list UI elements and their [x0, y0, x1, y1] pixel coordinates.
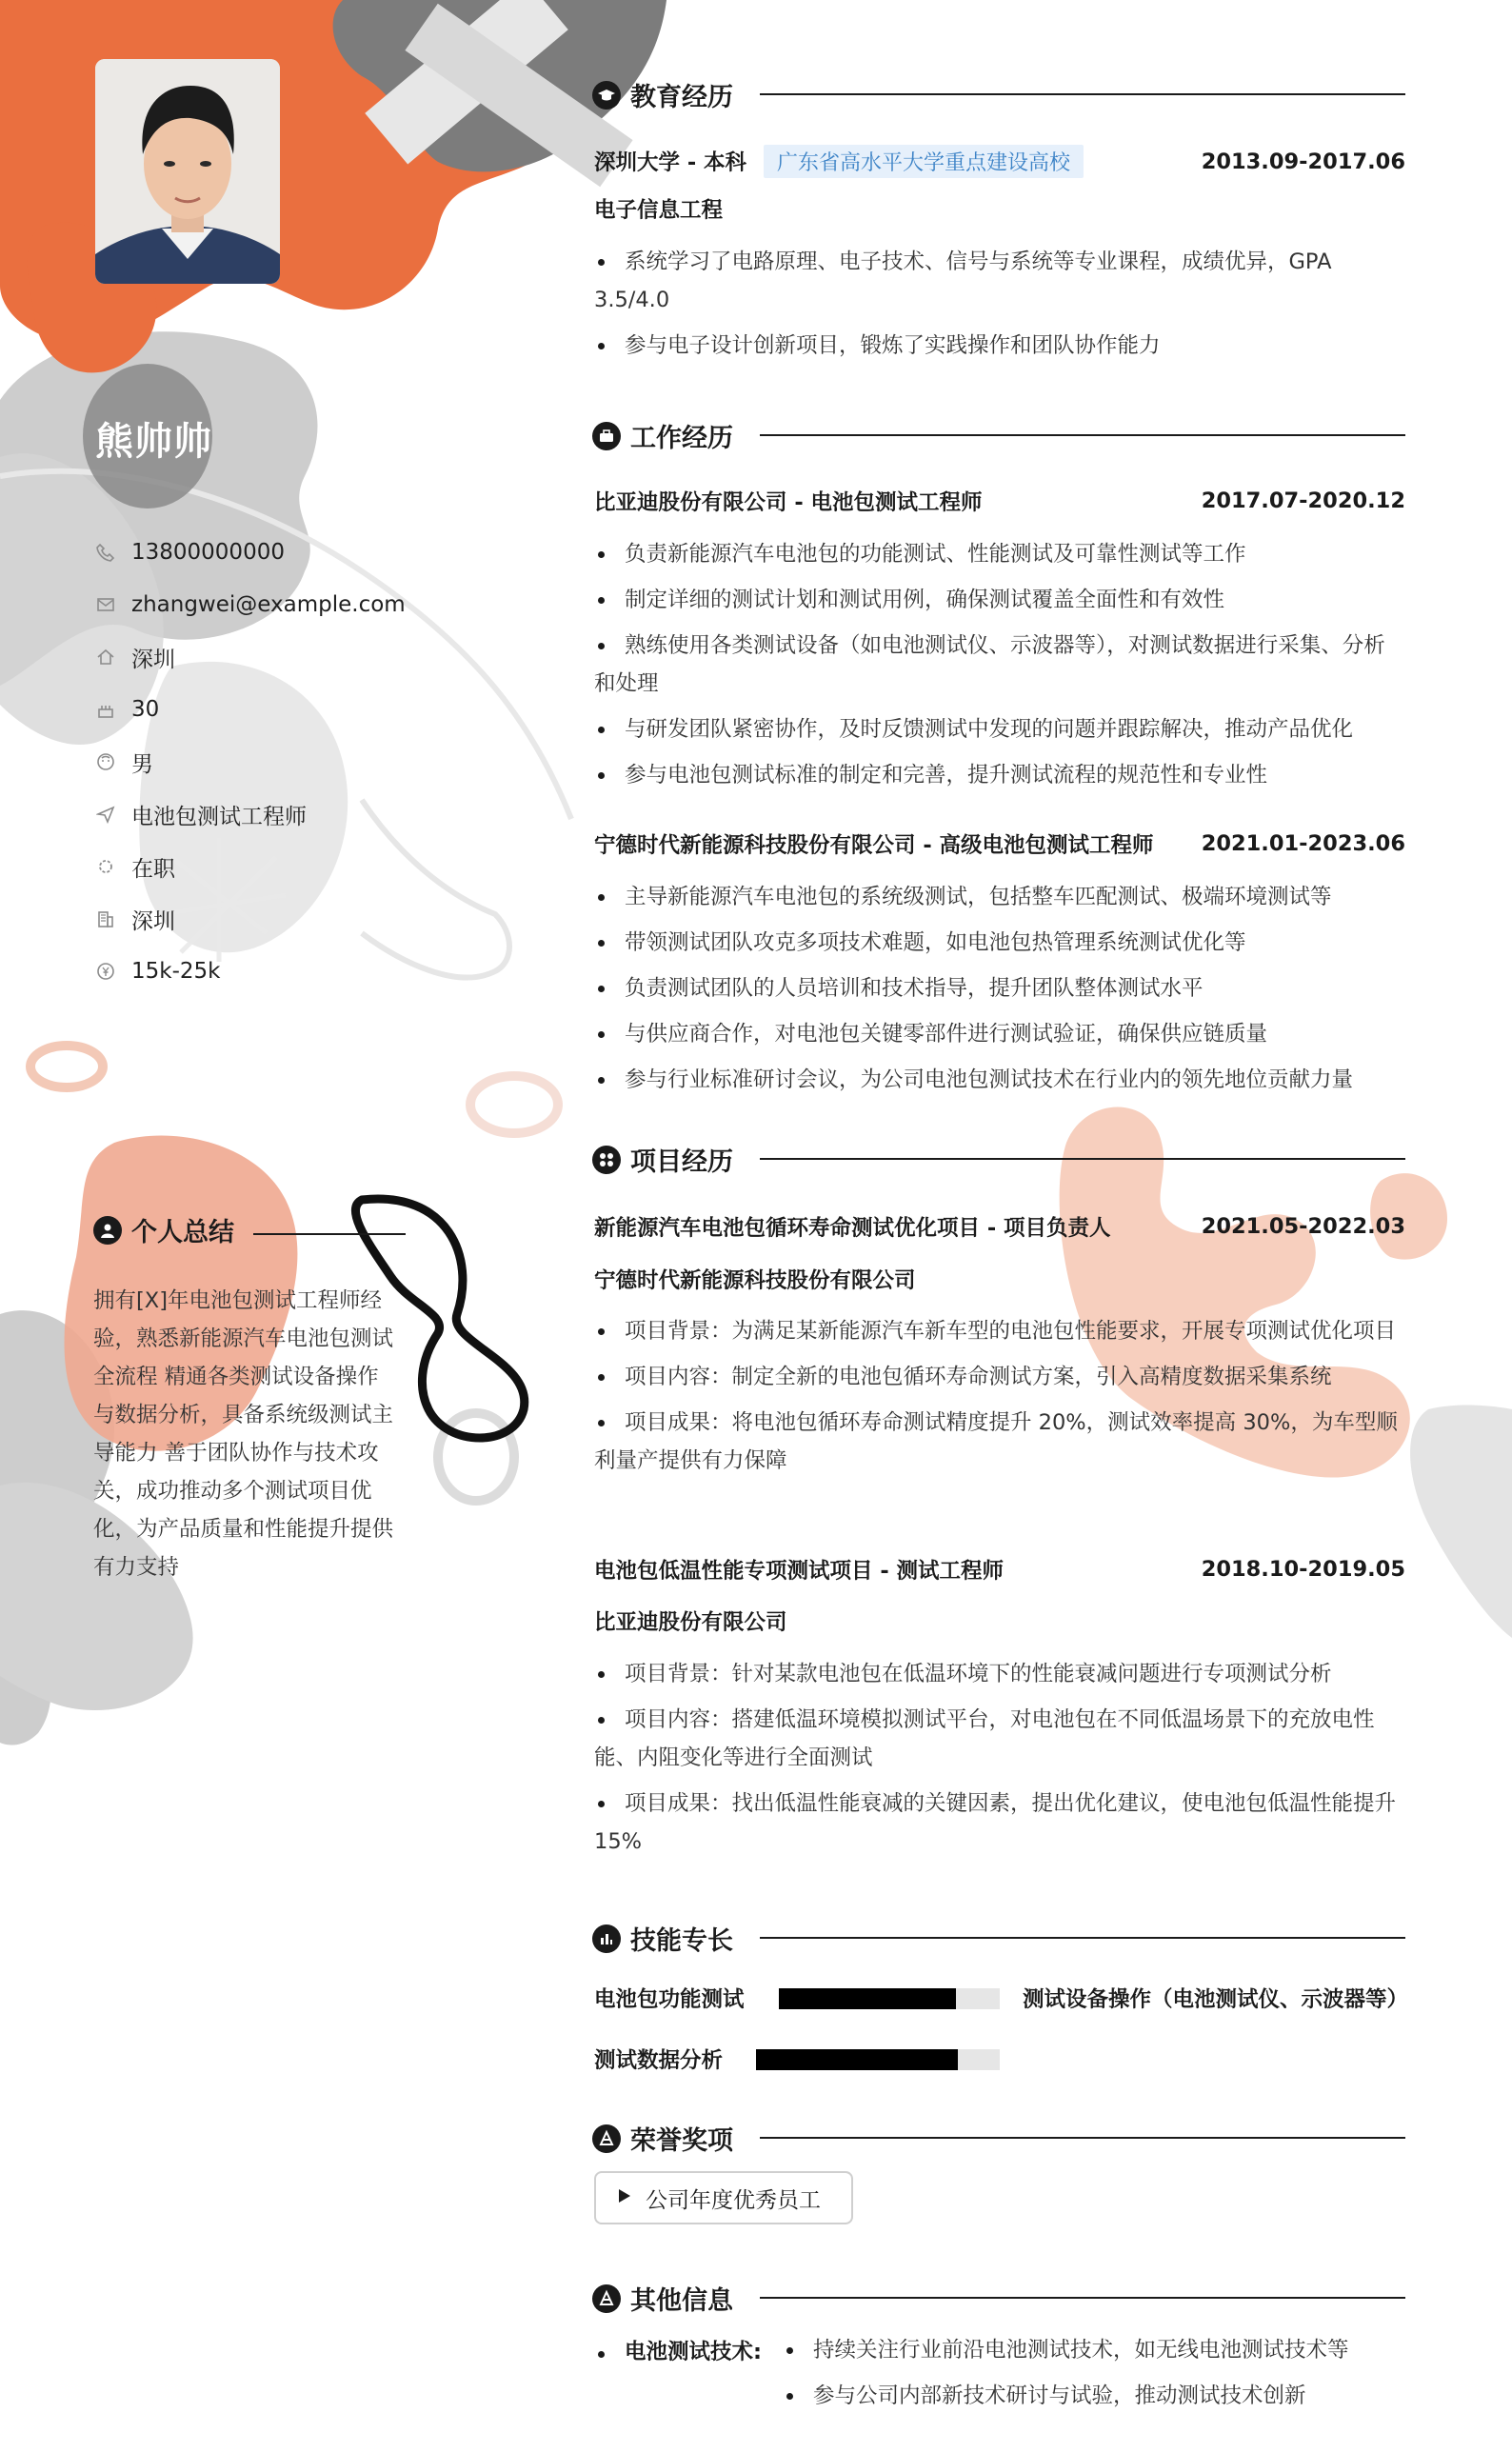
gray-blob-right [1410, 1406, 1512, 1638]
pink-ring [470, 1076, 558, 1133]
profile-photo [95, 59, 280, 284]
info-age [95, 690, 159, 728]
job-bullets [594, 878, 1405, 1107]
education-major: 电子信息工程 [594, 198, 724, 223]
education-heading [592, 76, 733, 113]
list-item: 熟练使用各类测试设备（如电池测试仪、示波器等），对测试数据进行采集、分析和处理 [594, 627, 1405, 703]
job-date: 2017.07-2020.12 [1201, 489, 1405, 513]
skill-bar [756, 2049, 1000, 2070]
orange-ring [30, 1046, 103, 1087]
awards-divider [760, 2137, 1405, 2139]
other-title: 其他信息 [630, 2286, 733, 2316]
list-item: 参与公司内部新技术研讨与试验，推动测试技术创新 [783, 2377, 1411, 2415]
play-icon [617, 2187, 632, 2208]
school-tag: 广东省高水平大学重点建设高校 [764, 145, 1084, 178]
info-city [95, 638, 175, 676]
skill-bar-fill [779, 1988, 956, 2009]
projects-divider [760, 1158, 1405, 1160]
info-target-city [95, 900, 175, 938]
project-row [594, 1211, 1405, 1242]
list-item: 项目内容：制定全新的电池包循环寿命测试方案，引入高精度数据采集系统 [594, 1358, 1405, 1396]
list-item: 与研发团队紧密协作，及时反馈测试中发现的问题并跟踪解决，推动产品优化 [594, 710, 1405, 748]
info-position-text: 电池包测试工程师 [131, 804, 307, 829]
project-heading: 电池包低温性能专项测试项目 - 测试工程师 [594, 1559, 1005, 1584]
face-icon [95, 751, 116, 772]
education-date: 2013.09-2017.06 [1201, 149, 1405, 174]
project-row [594, 1554, 1405, 1585]
info-salary [95, 952, 220, 990]
info-city-text: 深圳 [131, 647, 175, 672]
award-icon [592, 2124, 621, 2153]
list-item: 参与行业标准研讨会议，为公司电池包测试技术在行业内的领先地位贡献力量 [594, 1061, 1405, 1099]
skill-name: 电池包功能测试 [594, 1987, 745, 2012]
list-item: 项目内容：搭建低温环境模拟测试平台，对电池包在不同低温场景下的充放电性能、内阻变化等进行全面测试 [594, 1701, 1405, 1777]
skill-bar [779, 1988, 1000, 2009]
skills-heading [592, 1920, 733, 1957]
building-icon [95, 908, 116, 929]
job-heading: 比亚迪股份有限公司 - 电池包测试工程师 [594, 490, 983, 515]
work-heading [592, 417, 733, 454]
outline-curve-mid [362, 800, 509, 977]
education-row [594, 145, 1405, 178]
project-heading: 新能源汽车电池包循环寿命测试优化项目 - 项目负责人 [594, 1216, 1111, 1241]
info-icon [592, 2284, 621, 2313]
info-email [95, 586, 406, 624]
briefcase-icon [592, 422, 621, 450]
home-icon [95, 647, 116, 668]
list-item: 负责测试团队的人员培训和技术指导，提升团队整体测试水平 [594, 969, 1405, 1007]
info-gender [95, 743, 153, 781]
list-item: 参与电池包测试标准的制定和完善，提升测试流程的规范性和专业性 [594, 756, 1405, 794]
list-item: 项目成果：将电池包循环寿命测试精度提升 20%，测试效率提高 30%，为车型顺利量产提供有力保障 [594, 1404, 1405, 1480]
info-salary-text: 15k-25k [131, 959, 221, 984]
info-phone-text: 13800000000 [131, 540, 285, 565]
award-text: 公司年度优秀员工 [646, 2187, 821, 2213]
portrait-photo [95, 59, 280, 284]
project-company: 比亚迪股份有限公司 [594, 1610, 787, 1635]
grid-icon [592, 1146, 621, 1174]
skill-name: 测试设备操作（电池测试仪、示波器等） [1023, 1987, 1409, 2012]
gear-icon [95, 856, 116, 877]
skill-bar-fill [756, 2049, 958, 2070]
phone-icon [95, 542, 116, 563]
skills-divider [760, 1937, 1405, 1939]
job-heading: 宁德时代新能源科技股份有限公司 - 高级电池包测试工程师 [594, 833, 1154, 858]
summary-text: 拥有[X]年电池包测试工程师经验，熟悉新能源汽车电池包测试全流程 精通各类测试设备操作与数据分析，具备系统级测试主导能力 善于团队协作与技术攻关，成功推动多个测试项目优化，为产品质量和性能提升提供有力支持 [93, 1288, 394, 1580]
education-title: 教育经历 [630, 83, 733, 112]
skills-title: 技能专长 [630, 1926, 733, 1956]
summary-title: 个人总结 [131, 1218, 234, 1247]
list-item: 制定详细的测试计划和测试用例，确保测试覆盖全面性和有效性 [594, 581, 1405, 619]
list-item: 项目成果：找出低温性能衰减的关键因素，提出优化建议，使电池包低温性能提升 15% [594, 1785, 1405, 1861]
summary-divider [253, 1233, 406, 1235]
yen-icon [95, 961, 116, 982]
awards-heading [592, 2120, 733, 2157]
project-date: 2018.10-2019.05 [1201, 1557, 1405, 1582]
graduation-cap-icon [592, 81, 621, 110]
job-row [594, 828, 1405, 859]
job-row [594, 486, 1405, 516]
info-gender-text: 男 [131, 751, 153, 777]
list-item: 项目背景：为满足某新能源汽车新车型的电池包性能要求，开展专项测试优化项目 [594, 1312, 1405, 1350]
project-bullets [594, 1312, 1405, 1487]
other-divider [760, 2297, 1405, 2299]
awards-title: 荣誉奖项 [630, 2126, 733, 2156]
list-item: 项目背景：针对某款电池包在低温环境下的性能衰减问题进行专项测试分析 [594, 1655, 1405, 1693]
summary-heading [93, 1211, 234, 1248]
list-item: 系统学习了电路原理、电子技术、信号与系统等专业课程，成绩优异，GPA 3.5/4.0 [594, 243, 1405, 319]
info-position [95, 795, 307, 833]
info-status-text: 在职 [131, 856, 175, 882]
other-bullets [783, 2331, 1411, 2423]
job-bullets [594, 535, 1405, 802]
send-icon [95, 804, 116, 825]
info-age-text: 30 [131, 697, 160, 722]
info-phone [95, 533, 285, 571]
education-school-line [594, 145, 1084, 178]
skill-name: 测试数据分析 [594, 2048, 724, 2073]
list-item: 主导新能源汽车电池包的系统级测试，包括整车匹配测试、极端环境测试等 [594, 878, 1405, 916]
projects-title: 项目经历 [630, 1147, 733, 1177]
education-bullets [594, 243, 1405, 372]
list-item: 带领测试团队攻克多项技术难题，如电池包热管理系统测试优化等 [594, 924, 1405, 962]
project-company: 宁德时代新能源科技股份有限公司 [594, 1268, 916, 1293]
cake-icon [95, 699, 116, 720]
project-date: 2021.05-2022.03 [1201, 1214, 1405, 1239]
mail-icon [95, 594, 116, 615]
award-item [594, 2171, 853, 2224]
project-bullets [594, 1655, 1405, 1868]
education-divider [760, 93, 1405, 95]
list-item: 与供应商合作，对电池包关键零部件进行测试验证，确保供应链质量 [594, 1015, 1405, 1053]
info-target-city-text: 深圳 [131, 908, 175, 934]
list-item: 持续关注行业前沿电池测试技术，如无线电池测试技术等 [783, 2331, 1411, 2369]
work-title: 工作经历 [630, 424, 733, 453]
education-school: 深圳大学 - 本科 [594, 150, 747, 175]
user-icon [93, 1216, 122, 1245]
list-item: 负责新能源汽车电池包的功能测试、性能测试及可靠性测试等工作 [594, 535, 1405, 573]
candidate-name: 熊帅帅 [95, 420, 212, 464]
other-heading [592, 2280, 733, 2317]
projects-heading [592, 1141, 733, 1178]
job-date: 2021.01-2023.06 [1201, 831, 1405, 856]
list-item: 参与电子设计创新项目，锻炼了实践操作和团队协作能力 [594, 327, 1405, 365]
other-key: 电池测试技术: [594, 2335, 762, 2365]
info-status [95, 848, 175, 886]
work-divider [760, 434, 1405, 436]
info-email-text: zhangwei@example.com [131, 592, 406, 617]
bar-chart-icon [592, 1925, 621, 1953]
